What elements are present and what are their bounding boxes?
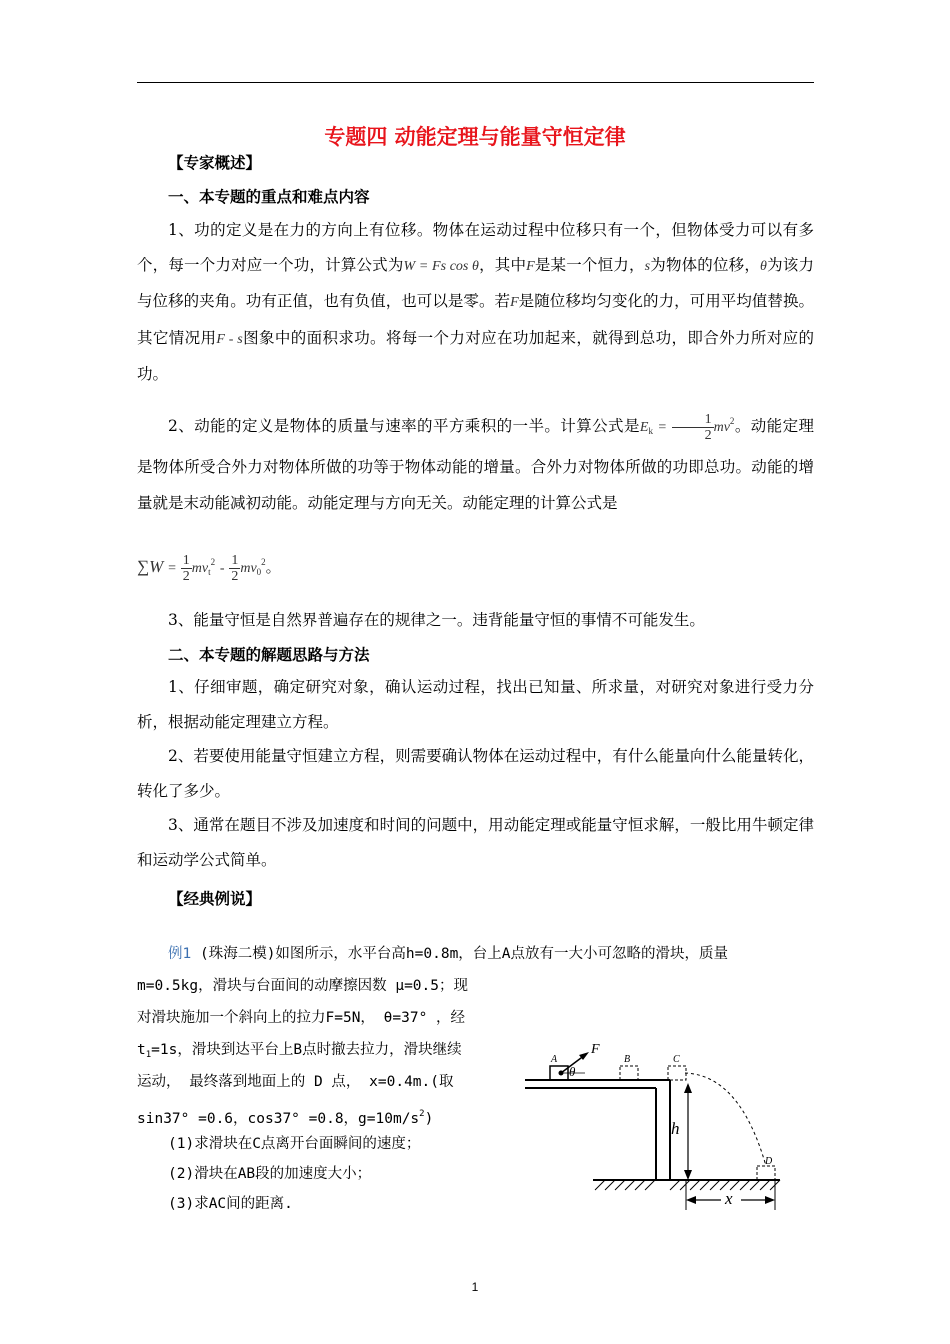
theorem-equals: = — [168, 561, 176, 576]
page-number: 1 — [471, 1280, 479, 1294]
p1-text-f: 是随位移均匀变化的力，可用平均值替换。其它情况用 — [137, 292, 814, 347]
p1-text-c: 是某一个恒力， — [534, 255, 645, 274]
var-f: F — [526, 258, 535, 274]
ek-equals: = — [658, 420, 667, 435]
block-d — [757, 1166, 775, 1180]
example-line-1 — [168, 938, 814, 970]
fraction-denominator: 2 — [704, 427, 712, 443]
overview-heading: 【专家概述】 — [168, 153, 262, 172]
label-a: A — [551, 1054, 558, 1065]
x-arrow-left — [686, 1196, 696, 1204]
section2-heading: 二、本专题的解题思路与方法 — [168, 645, 370, 664]
var-theta: θ — [760, 258, 767, 274]
paragraph-work — [137, 213, 814, 392]
theorem-den-1: 2 — [182, 568, 190, 584]
example-line-3: 对滑块施加一个斜向上的拉力F=5N， θ=37° ，经 — [137, 1010, 466, 1026]
work-formula: W = Fs cos θ — [403, 258, 479, 274]
block-c — [668, 1066, 686, 1080]
fraction-numerator: 1 — [672, 412, 714, 428]
example-line-2: m=0.5kg，滑块与台面间的动摩擦因数 μ=0.5；现 — [137, 978, 468, 994]
var-f-2: F — [510, 295, 519, 310]
mv-symbol: mv — [713, 420, 730, 435]
label-theta: θ — [569, 1064, 576, 1079]
p2-text-a: 2、动能的定义是物体的质量与速率的平方乘积的一半。计算公式是 — [168, 417, 640, 435]
example-line-6-sup: 2 — [419, 1109, 425, 1119]
theorem-t-sq: 2 — [210, 557, 216, 567]
method-3 — [137, 808, 814, 877]
theorem-end: 。 — [265, 558, 281, 576]
header-rule — [137, 82, 814, 83]
theorem-mvt: mv — [191, 561, 209, 576]
var-fs: F - s — [216, 331, 243, 347]
theorem-0-sq: 2 — [261, 557, 266, 567]
theorem-minus: - — [219, 561, 225, 576]
example-t: t — [137, 1042, 146, 1058]
theorem-fraction-2 — [229, 553, 240, 584]
p1-text-g: 图象中的面积求功。将每一个力对应在功加起来，就得到总功，即合外力所对应的功。 — [137, 328, 814, 383]
example-line-6-text: sin37° =0.6，cos37° =0.8，g=10m/s — [137, 1111, 420, 1127]
method-3-text: 3、通常在题目不涉及加速度和时间的问题中，用动能定理或能量守恒求解，一般比用牛顿定律和运动学公式简单。 — [137, 816, 814, 869]
mv-square: 2 — [729, 416, 735, 426]
block-b — [620, 1066, 638, 1080]
fraction-half — [672, 412, 714, 443]
theorem-t-sub: t — [208, 567, 211, 577]
ground-hatching — [595, 1180, 780, 1190]
theorem-formula — [137, 552, 281, 584]
ek-symbol: E — [639, 420, 649, 435]
label-b: B — [624, 1054, 631, 1065]
theorem-num-1: 1 — [182, 552, 190, 568]
method-1-text: 1、仔细审题，确定研究对象，确认运动过程，找出已知量、所求量，对研究对象进行受力分析，根据动能定理建立方程。 — [137, 678, 814, 731]
sum-w: ∑W — [137, 557, 164, 576]
question-2: (2)滑块在AB段的加速度大小； — [168, 1166, 372, 1182]
method-1 — [137, 670, 814, 739]
example-line-4-text: =1s，滑块到达平台上B点时撤去拉力，滑块继续 — [151, 1042, 462, 1058]
label-d: D — [765, 1156, 773, 1167]
theorem-0-sub: 0 — [256, 567, 262, 577]
example-line-6-end: ) — [424, 1111, 434, 1127]
p2-text-b: 。动能定理是物体所受合外力对物体所做的功等于物体动能的增量。合外力对物体所做的功即总功。动能的增量就是末动能减初动能。动能定理与方向无关。动能定理的计算公式是 — [137, 417, 814, 512]
example-line-5: 运动， 最终落到地面上的 D 点， x=0.4m.(取 — [137, 1074, 454, 1090]
theorem-num-2: 1 — [231, 552, 239, 568]
height-arrow-bottom — [684, 1170, 692, 1180]
page-title: 专题四 动能定理与能量守恒定律 — [324, 125, 626, 149]
label-c: C — [673, 1054, 680, 1065]
physics-figure — [525, 1035, 795, 1210]
question-3: (3)求AC间的距离. — [168, 1196, 293, 1212]
label-f: F — [591, 1042, 600, 1057]
paragraph-energy-conservation: 3、能量守恒是自然界普遍存在的规律之一。违背能量守恒的事情不可能发生。 — [168, 611, 705, 629]
section1-heading: 一、本专题的重点和难点内容 — [168, 187, 370, 206]
p1-text-b: ，其中 — [478, 255, 527, 274]
ek-subscript: k — [648, 426, 653, 436]
x-arrow-right — [765, 1196, 775, 1204]
height-arrow-top — [684, 1083, 692, 1093]
question-1: (1)求滑块在C点离开台面瞬间的速度； — [168, 1136, 421, 1152]
paragraph-kinetic-energy — [137, 403, 814, 521]
p1-text-d: 为物体的位移， — [650, 255, 761, 274]
example-label: 例1 — [168, 946, 192, 962]
examples-heading: 【经典例说】 — [168, 889, 262, 908]
var-s: s — [644, 258, 651, 274]
label-h: h — [671, 1119, 680, 1138]
example-t-sub: 1 — [145, 1050, 152, 1060]
trajectory — [685, 1073, 766, 1166]
theorem-den-2: 2 — [231, 568, 239, 584]
label-x: x — [725, 1189, 733, 1208]
p1-text-a: 1、功的定义是在力的方向上有位移。物体在运动过程中位移只有一个，但物体受力可以有多个，每一个力对应一个功，计算公式为 — [137, 221, 814, 274]
method-2-text: 2、若要使用能量守恒建立方程，则需要确认物体在运动过程中，有什么能量向什么能量转化，转化了多少。 — [137, 747, 814, 800]
method-2 — [137, 739, 814, 808]
theorem-mv0: mv — [240, 561, 257, 576]
p1-text-e: 为该力与位移的夹角。功有正值，也有负值，也可以是零。若 — [137, 255, 814, 310]
example-line-1-text: (珠海二模)如图所示，水平台高h=0.8m，台上A点放有一大小可忽略的滑块，质量 — [191, 946, 729, 962]
theorem-fraction-1 — [181, 553, 192, 584]
